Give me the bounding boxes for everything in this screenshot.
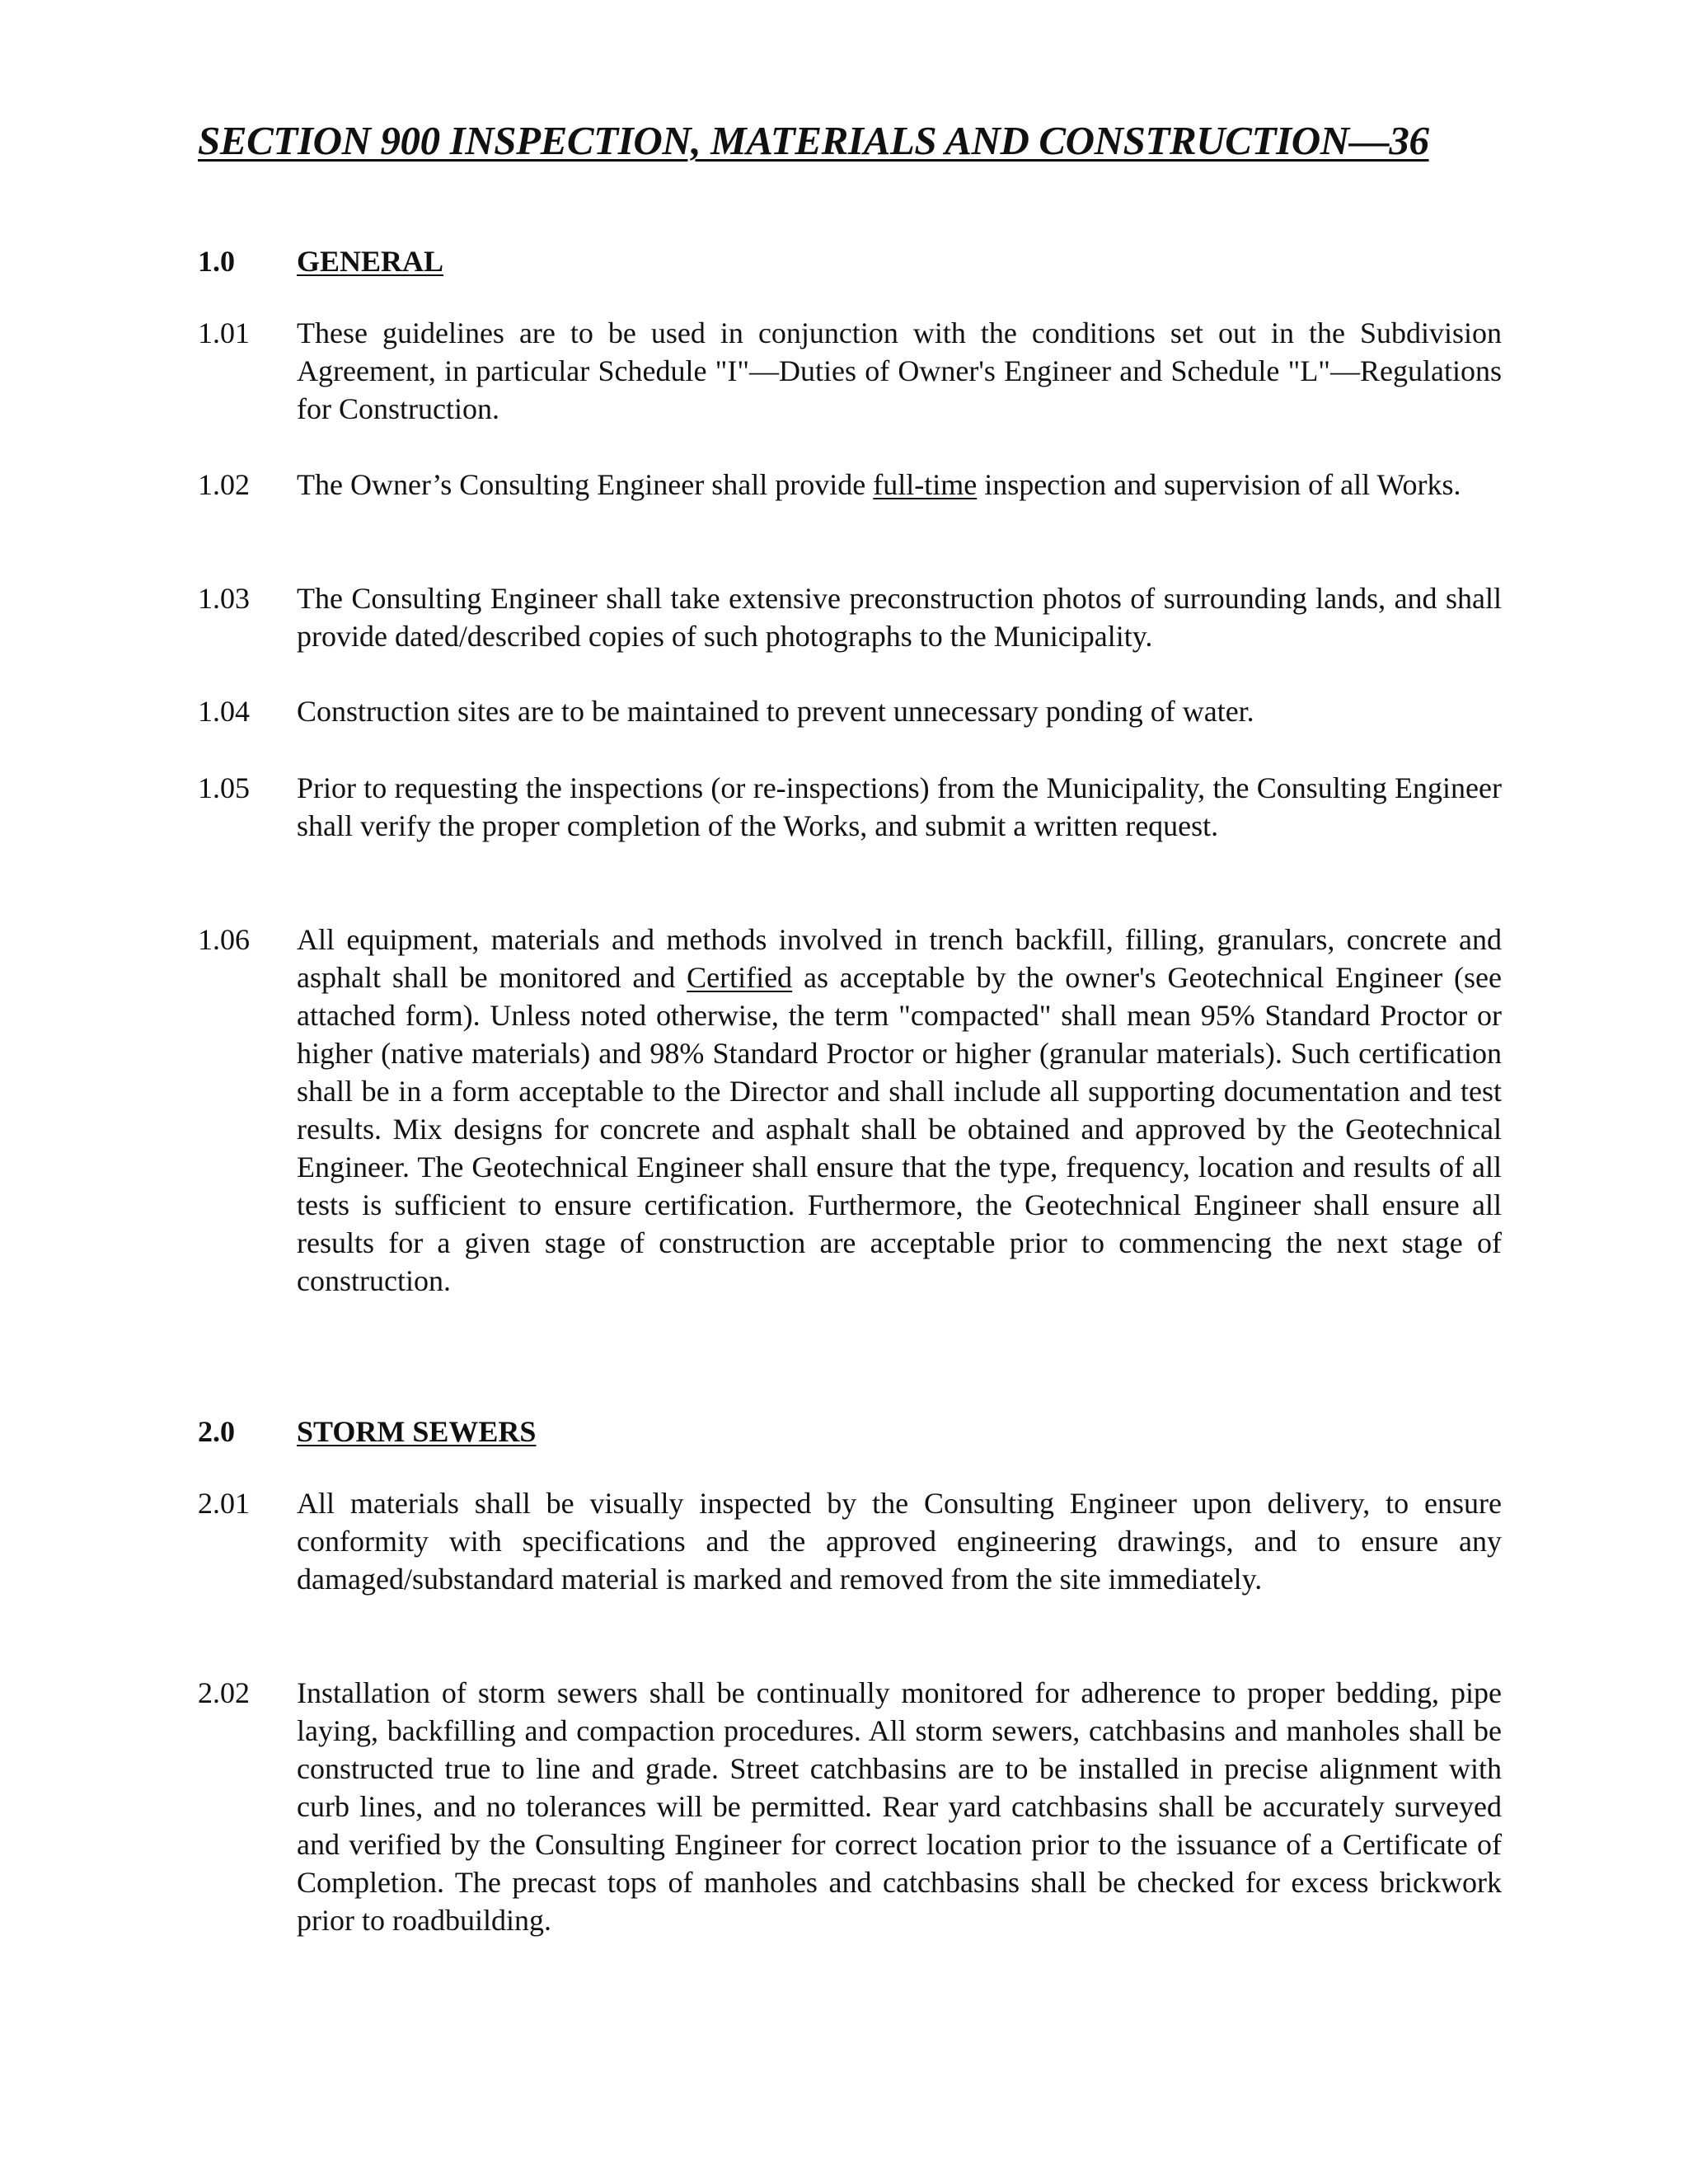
section-title: STORM SEWERS bbox=[297, 1415, 537, 1448]
clause-1-06 bbox=[198, 921, 1502, 1300]
clause-number: 1.03 bbox=[198, 582, 250, 615]
clause-number: 1.01 bbox=[198, 316, 250, 349]
clause-number: 2.01 bbox=[198, 1487, 250, 1520]
clause-text-part: All equipment, materials and methods involved in trench backfill, filling, granulars, concrete and asphalt shall be monitored and bbox=[297, 923, 1502, 994]
clause-2-02 bbox=[198, 1674, 1502, 1939]
clause-1-01 bbox=[198, 314, 1502, 428]
clause-1-03 bbox=[198, 579, 1502, 655]
clause-text: All materials shall be visually inspected by the Consulting Engineer upon delivery, to ensure conformity with specifications and the approved engineering drawings, and to ensure any damaged/substandard material is marked and removed from the site immediately. bbox=[297, 1487, 1502, 1596]
clause-1-04 bbox=[198, 692, 1502, 730]
clause-1-05 bbox=[198, 769, 1502, 845]
clause-number: 2.02 bbox=[198, 1676, 250, 1709]
clause-text: Prior to requesting the inspections (or re-inspections) from the Municipality, the Consulting Engineer shall verify the proper completion of the Works, and submit a written request. bbox=[297, 771, 1502, 842]
clause-text: Installation of storm sewers shall be continually monitored for adherence to proper bedding, pipe laying, backfilling and compaction procedures. All storm sewers, catchbasins and manholes shall be constructed true to line and grade. Street catchbasins are to be installed in precise alignment with curb lines, and no tolerances will be permitted. Rear yard catchbasins shall be accurately surveyed and verified by the Consulting Engineer for correct location prior to the issuance of a Certificate of Completion. The precast tops of manholes and catchbasins shall be checked for excess brickwork prior to roadbuilding. bbox=[297, 1676, 1502, 1937]
document-title: SECTION 900 INSPECTION, MATERIALS AND CONSTRUCTION—36 bbox=[198, 118, 1429, 163]
underlined-term-full-time: full-time bbox=[873, 468, 978, 501]
clause-1-02 bbox=[198, 466, 1502, 504]
clause-text-part: inspection and supervision of all Works. bbox=[977, 468, 1461, 501]
clause-text-part: The Owner’s Consulting Engineer shall provide bbox=[297, 468, 874, 501]
section-number: 1.0 bbox=[198, 245, 235, 278]
clause-text: The Consulting Engineer shall take extensive preconstruction photos of surrounding lands, and shall provide dated/described copies of such photographs to the Municipality. bbox=[297, 582, 1502, 653]
section-heading-general bbox=[198, 244, 443, 279]
clause-text: These guidelines are to be used in conjunction with the conditions set out in the Subdivision Agreement, in particular Schedule "I"—Duties of Owner's Engineer and Schedule "L"—Regulations for Construction. bbox=[297, 316, 1502, 425]
clause-number: 1.02 bbox=[198, 468, 250, 501]
section-title: GENERAL bbox=[297, 245, 444, 278]
clause-2-01 bbox=[198, 1484, 1502, 1598]
clause-number: 1.04 bbox=[198, 695, 250, 728]
section-number: 2.0 bbox=[198, 1415, 235, 1448]
section-heading-storm-sewers bbox=[198, 1414, 536, 1449]
clause-text bbox=[297, 921, 1502, 1300]
clause-text-part: as acceptable by the owner's Geotechnical Engineer (see attached form). Unless noted otherwise, the term "compacted" shall mean 95% Standard Proctor or higher (native materials) and 98% Standard Proctor or higher (granular materials). Such certification shall be in a form acceptable to the Director and shall include all supporting documentation and test results. Mix designs for concrete and asphalt shall be obtained and approved by the Geotechnical Engineer. The Geotechnical Engineer shall ensure that the type, frequency, location and results of all tests is sufficient to ensure certification. Furthermore, the Geotechnical Engineer shall ensure all results for a given stage of construction are acceptable prior to commencing the next stage of construction. bbox=[297, 961, 1503, 1297]
clause-text: Construction sites are to be maintained to prevent unnecessary ponding of water. bbox=[297, 695, 1254, 728]
clause-text bbox=[297, 466, 1502, 504]
clause-number: 1.05 bbox=[198, 771, 250, 804]
underlined-term-certified: Certified bbox=[687, 961, 793, 994]
clause-number: 1.06 bbox=[198, 923, 250, 956]
